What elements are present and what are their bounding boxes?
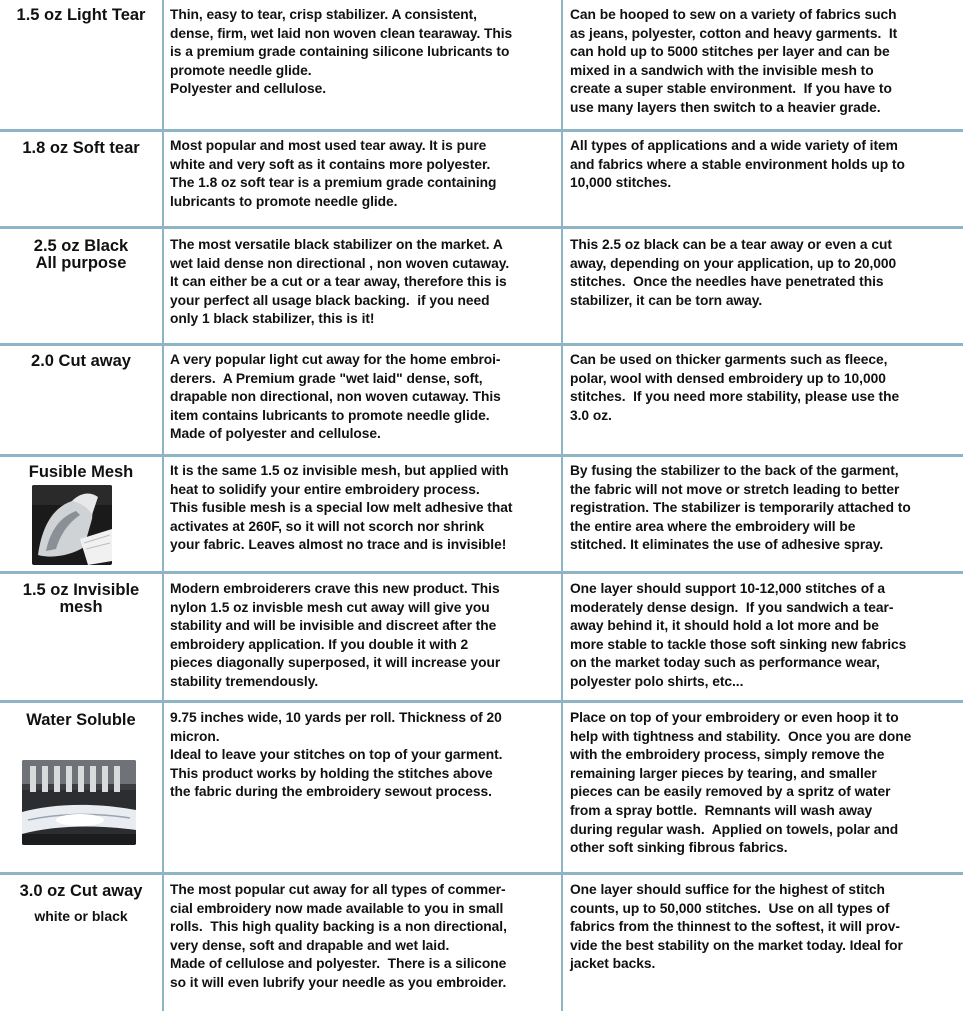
product-description: It is the same 1.5 oz invisible mesh, but applied with heat to solidify your entire embroidery process. This fusible mesh is a special low melt adhesive that activates at 260F, so it will not scorch nor shrink your fabric. Leaves almost no trace and is invisible! <box>170 463 513 553</box>
row-divider <box>0 129 963 132</box>
product-description: Thin, easy to tear, crisp stabilizer. A consistent, dense, firm, wet laid non woven clean tearaway. This is a premium grade containing silicone lubricants to promote needle glide. Polyester and cellulose. <box>170 7 513 97</box>
product-application: One layer should suffice for the highest of stitch counts, up to 50,000 stitches. Use on all types of fabrics from the thinnest to the softest, it will prov- vide the best stability on the market today. Ideal for jacket backs. <box>570 882 903 972</box>
product-description: The most popular cut away for all types of commer- cial embroidery now made available to you in small rolls. This high quality backing is a non directional, very dense, soft and drapable and wet laid. Made of cellulose and polyester. There is a silicone so it will even lubrify your needle as you embroider. <box>170 882 507 990</box>
product-description: Most popular and most used tear away. It is pure white and very soft as it contains more polyester. The 1.8 oz soft tear is a premium grade containing lubricants to promote needle glide. <box>170 138 497 209</box>
product-name: 1.8 oz Soft tear <box>22 139 140 157</box>
product-description: A very popular light cut away for the home embroi- derers. A Premium grade "wet laid" dense, soft, drapable non directional, non woven cutaway. This item contains lubricants to promote needle glide. Made of polyester and cellulose. <box>170 352 501 442</box>
product-application: By fusing the stabilizer to the back of the garment, the fabric will not move or stretch leading to better registration. The stabilizer is temporarily attached to the entire area where the embroidery will be stitched. It eliminates the use of adhesive spray. <box>570 463 911 553</box>
product-description: The most versatile black stabilizer on the market. A wet laid dense non directional , non woven cutaway. It can either be a cut or a tear away, therefore this is your perfect all usage black backing. if you need only 1 black stabilizer, this is it! <box>170 237 510 327</box>
row-divider <box>0 872 963 875</box>
product-application: One layer should support 10-12,000 stitches of a moderately dense design. If you sandwich a tear- away behind it, it should hold a lot more and be more stable to tackle those soft sinking new fabrics on the market today such as performance wear, polyester polo shirts, etc... <box>570 581 907 689</box>
product-name: Fusible Mesh <box>28 463 134 481</box>
product-description: 9.75 inches wide, 10 yards per roll. Thickness of 20 micron. Ideal to leave your stitches on top of your garment. This product works by holding the stitches above the fabric during the embroidery sewout process. <box>170 710 503 800</box>
column-divider <box>561 0 563 1011</box>
product-application: This 2.5 oz black can be a tear away or even a cut away, depending on your application, up to 20,000 stitches. Once the needles have penetrated this stabilizer, it can be torn away. <box>570 237 897 308</box>
product-name-main: 3.0 oz Cut away <box>19 882 143 900</box>
column-divider <box>162 0 164 1011</box>
row-divider <box>0 454 963 457</box>
row-divider <box>0 343 963 346</box>
fusible-mesh-photo <box>32 485 112 565</box>
iron-icon <box>32 485 112 565</box>
product-name <box>0 883 162 925</box>
product-application: Can be used on thicker garments such as fleece, polar, wool with densed embroidery up to 10,000 stitches. If you need more stability, please use the 3.0 oz. <box>570 352 900 423</box>
row-divider <box>0 700 963 703</box>
product-application: Place on top of your embroidery or even hoop it to help with tightness and stability. Once you are done with the embroidery process, simply remove the remaining larger pieces by tearing, and smaller pieces can be easily removed by a spritz of water from a spray bottle. Remnants will wash away during regular wash. Applied on towels, polar and other soft sinking fibrous fabrics. <box>570 710 912 856</box>
product-name: Water Soluble <box>26 711 136 729</box>
product-name: 2.5 oz Black All purpose <box>33 237 129 272</box>
product-application: All types of applications and a wide variety of item and fabrics where a stable environment holds up to 10,000 stitches. <box>570 138 905 191</box>
row-divider <box>0 571 963 574</box>
product-name: 2.0 Cut away <box>31 352 131 370</box>
water-soluble-photo <box>22 760 136 845</box>
row-divider <box>0 226 963 229</box>
product-description: Modern embroiderers crave this new product. This nylon 1.5 oz invisble mesh cut away will give you stability and will be invisible and discreet after the embroidery application. If you double it with 2 pieces diagonally superposed, it will increase your stability tremendously. <box>170 581 501 689</box>
embroidery-machine-icon <box>22 760 136 845</box>
product-name: 1.5 oz Light Tear <box>16 6 146 24</box>
product-name-sub: white or black <box>34 908 128 924</box>
product-name: 1.5 oz Invisible mesh <box>22 581 140 616</box>
product-application: Can be hooped to sew on a variety of fabrics such as jeans, polyester, cotton and heavy garments. It can hold up to 5000 stitches per layer and can be mixed in a sandwich with the invisible mesh to create a super stable environment. If you have to use many layers then switch to a heavier grade. <box>570 7 898 115</box>
